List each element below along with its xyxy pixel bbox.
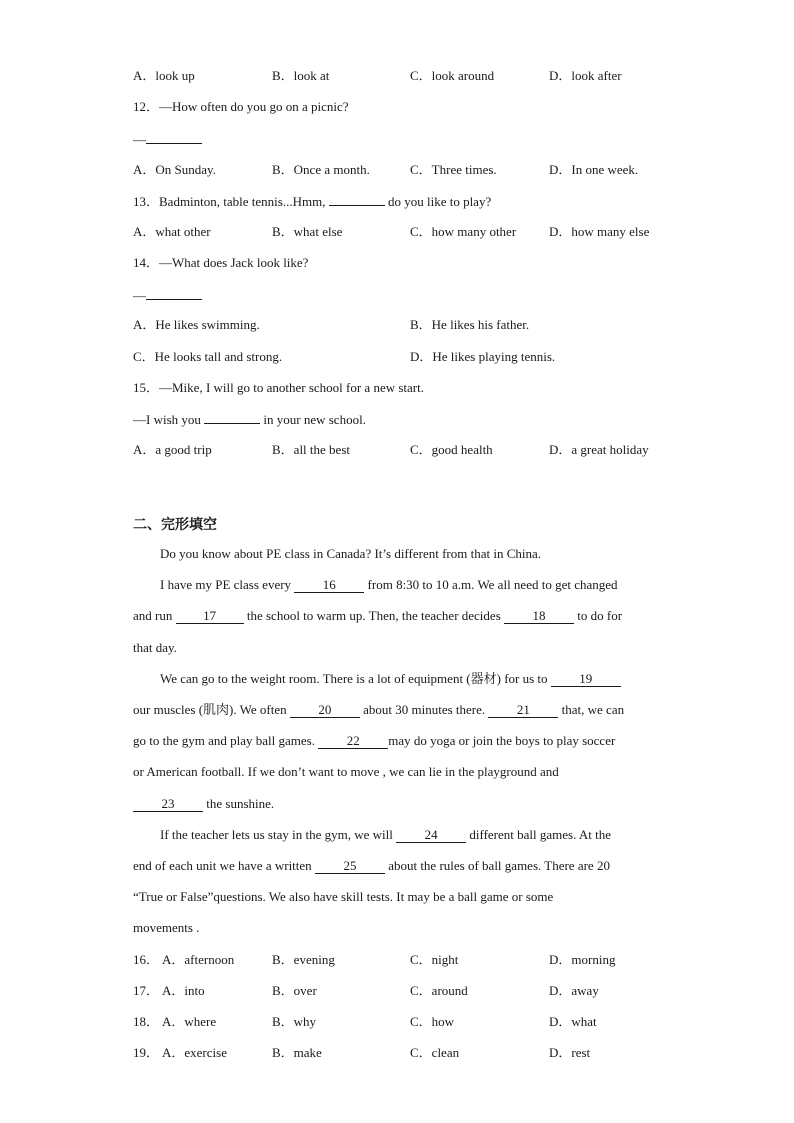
passage-text: and run	[133, 608, 176, 623]
passage-line	[133, 577, 690, 593]
passage-line	[133, 796, 663, 812]
option-b: B．He likes his father.	[410, 317, 530, 332]
option-c: C．look around	[410, 68, 495, 83]
reply-text: in your new school.	[260, 412, 366, 427]
stem-text: 13．Badminton, table tennis...Hmm,	[133, 194, 329, 209]
option-a: A．He likes swimming.	[133, 317, 260, 332]
question-number: 18．	[133, 1014, 160, 1029]
section-heading: 二、完形填空	[133, 517, 217, 533]
option-b: B．make	[272, 1045, 322, 1060]
passage-line	[133, 827, 690, 843]
option-c: C．Three times.	[410, 162, 497, 177]
option-d: D．rest	[549, 1045, 591, 1060]
blank-21: 21	[488, 703, 558, 718]
passage-text: end of each unit we have a written	[133, 858, 315, 873]
q15-reply	[133, 411, 366, 428]
blank-25: 25	[315, 859, 385, 874]
option-b: B．Once a month.	[272, 162, 370, 177]
passage-text: about the rules of ball games. There are 20	[384, 858, 610, 873]
option-b: B．why	[272, 1014, 317, 1029]
option-d: D．away	[549, 983, 599, 998]
answer-blank	[146, 287, 202, 300]
q12-answer-line	[133, 131, 202, 148]
option-a: A．afternoon	[162, 952, 235, 967]
dash: —	[133, 288, 146, 303]
option-c: C．clean	[410, 1045, 460, 1060]
option-d: D．morning	[549, 952, 616, 967]
passage-line: Do you know about PE class in Canada? It’s different from that in China.	[160, 546, 542, 561]
blank-23: 23	[133, 797, 203, 812]
option-c: C．how many other	[410, 224, 517, 239]
passage-text: go to the gym and play ball games.	[133, 733, 319, 748]
passage-text: the school to warm up. Then, the teacher decides	[243, 608, 505, 623]
question-number: 16．	[133, 952, 160, 967]
passage-text: our muscles (肌肉). We often	[133, 702, 290, 717]
passage-line: “True or False”questions. We also have skill tests. It may be a ball game or some	[133, 889, 554, 904]
passage-text: different ball games. At the	[466, 827, 611, 842]
option-a: A．what other	[133, 224, 211, 239]
option-d: D．He likes playing tennis.	[410, 349, 556, 364]
stem-text: do you like to play?	[384, 194, 492, 209]
option-d: D．how many else	[549, 224, 650, 239]
question-number: 17．	[133, 983, 160, 998]
passage-text: about 30 minutes there.	[359, 702, 489, 717]
passage-text: the sunshine.	[203, 796, 275, 811]
passage-text: may do yoga or join the boys to play soccer	[388, 733, 616, 748]
passage-text: to do for	[574, 608, 623, 623]
question-number: 19．	[133, 1045, 160, 1060]
answer-blank	[204, 411, 260, 424]
passage-line: or American football. If we don’t want to move , we can lie in the playground and	[133, 764, 559, 779]
reply-text: —I wish you	[133, 412, 205, 427]
option-d: D．a great holiday	[549, 442, 649, 457]
option-a: A．look up	[133, 68, 195, 83]
option-c: C．good health	[410, 442, 493, 457]
passage-line	[133, 733, 663, 749]
option-c: C．He looks tall and strong.	[133, 349, 283, 364]
passage-line	[133, 671, 690, 687]
option-b: B．look at	[272, 68, 330, 83]
option-a: A．exercise	[162, 1045, 227, 1060]
blank-17: 17	[176, 609, 244, 624]
passage-text: If the teacher lets us stay in the gym, we will	[160, 827, 397, 842]
option-b: B．over	[272, 983, 317, 998]
option-a: A．On Sunday.	[133, 162, 216, 177]
blank-22: 22	[318, 734, 388, 749]
dash: —	[133, 132, 146, 147]
blank-19: 19	[551, 672, 621, 687]
blank-18: 18	[504, 609, 574, 624]
passage-text: that, we can	[558, 702, 625, 717]
passage-line: movements .	[133, 920, 200, 935]
option-b: B．evening	[272, 952, 335, 967]
option-b: B．all the best	[272, 442, 350, 457]
option-d: D．In one week.	[549, 162, 639, 177]
passage-line: that day.	[133, 640, 177, 655]
option-c: C．around	[410, 983, 468, 998]
q15-stem: 15．—Mike, I will go to another school for a new start.	[133, 380, 424, 395]
passage-text: I have my PE class every	[160, 577, 295, 592]
answer-blank	[329, 193, 385, 206]
option-a: A．where	[162, 1014, 217, 1029]
passage-line	[133, 702, 663, 718]
blank-24: 24	[396, 828, 466, 843]
blank-20: 20	[290, 703, 360, 718]
blank-16: 16	[294, 578, 364, 593]
passage-line	[133, 608, 663, 624]
option-a: A．a good trip	[133, 442, 212, 457]
option-c: C．night	[410, 952, 459, 967]
answer-blank	[146, 131, 202, 144]
passage-line	[133, 858, 663, 874]
passage-text: We can go to the weight room. There is a lot of equipment (器材) for us to	[160, 671, 551, 686]
passage-text: from 8:30 to 10 a.m. We all need to get changed	[364, 577, 618, 592]
option-c: C．how	[410, 1014, 455, 1029]
q14-stem: 14．—What does Jack look like?	[133, 255, 309, 270]
q13-stem	[133, 193, 491, 210]
option-d: D．what	[549, 1014, 597, 1029]
option-b: B．what else	[272, 224, 343, 239]
option-a: A．into	[162, 983, 205, 998]
q12-stem: 12．—How often do you go on a picnic?	[133, 99, 349, 114]
option-d: D．look after	[549, 68, 622, 83]
q14-answer-line	[133, 287, 202, 304]
